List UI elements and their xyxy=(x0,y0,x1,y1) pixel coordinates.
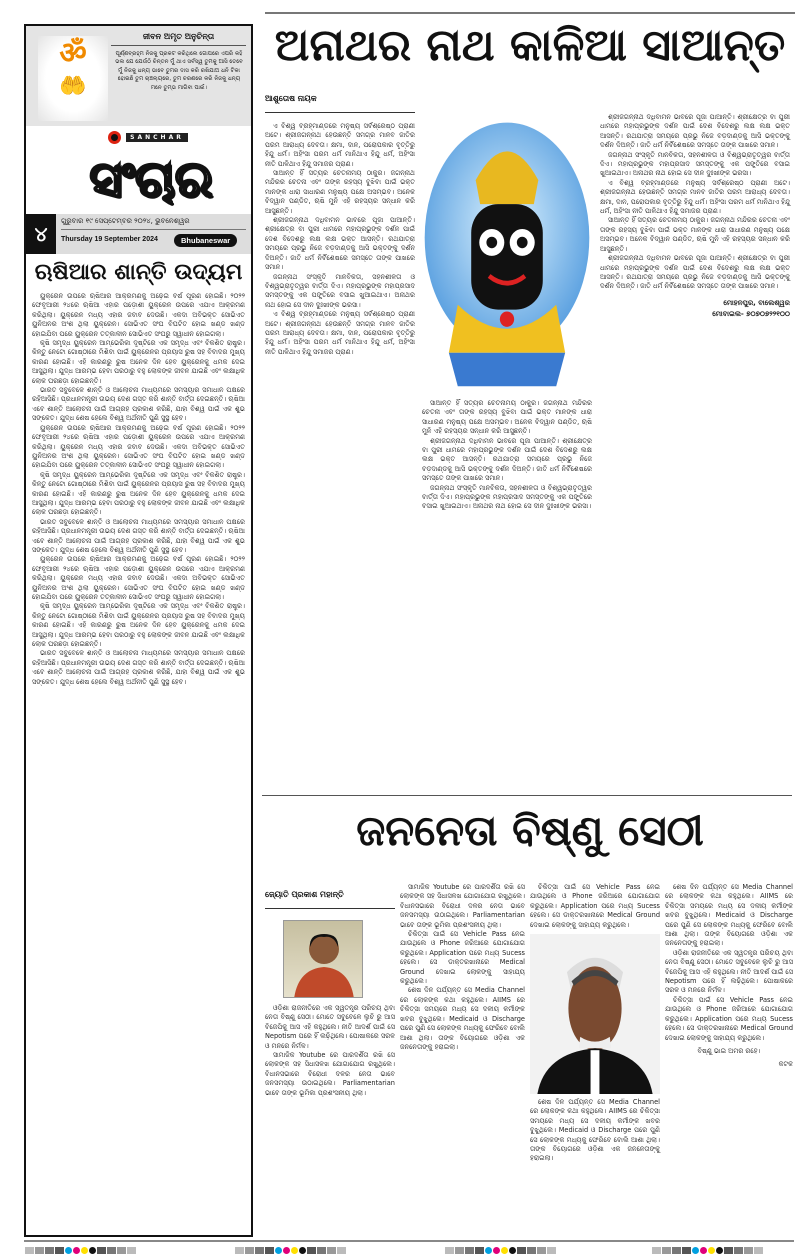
masthead xyxy=(26,128,251,214)
paragraph: ୟୁକ୍ରେନ ଉପରେ ଋଷିଆର ଆକ୍ରମଣକୁ ଅଢ଼େଇ ବର୍ଷ ପୂରଣ ହୋଇଛି। ୨୦୨୨ ଫେବୃଆରୀ ୨୪ରେ ଋଷିଆ ଏହାର ପଡ଼ୋଶୀ ୟୁକ୍ରେନ ଉପରେ ଏଯାଏ ଆକ୍ରମଣ କରିଥିଲା। ୟୁକ୍ରେନ ମଧ୍ୟ ଏହାର ଜବାବ ଦେଉଛି। ଏକଦା ଅବିଭକ୍ତ ସୋଭିଏତ ୟୁନିଅନର ଅଂଶ ଥିଲା ୟୁକ୍ରେନ। ସୋଭିଏତ ସଂଘ ବିଘଟିତ ହୋଇ ଖଣ୍ଡ ଖଣ୍ଡ ହୋଇଯିବା ପରେ ୟୁକ୍ରେନ ତତ୍କାଳୀନ ସୋଭିଏତ ସଂଘରୁ ସ୍ୱାଧୀନ ହୋଇଗଲା। xyxy=(32,292,245,338)
paragraph: ଓଡ଼ିଶା ରାଜନୀତିରେ ଏକ ସ୍ୱତନ୍ତ୍ର ପରିଚୟ ଥିବା ନେତା ବିଷ୍ଣୁ ସେଠୀ। ମୋତେ ସବୁବେଳେ ଲୁଚି ରୁ ଆସ ବିଜେପିକୁ ଆସ ଏହି କହୁଥିଲେ। ନୀତି ଆଦର୍ଶ ପାଇଁ ସେ Nepotism ପରେ ହିଁ ଲଢ଼ିଥିଲେ। ପୋଷାକରେ ସରଳ ଓ ମନରେ ନିର୍ମଳ। xyxy=(265,1004,395,1050)
paragraph: ସାଆନ୍ତ ହିଁ ସତ୍ୟର ଚେତନାମୟ ଠାକୁର। ଜଗନ୍ନାଥ ମନ୍ଦିରର ଚେତନା ଏବଂ ତାଙ୍କ ରହସ୍ୟ ବୁଝିବା ପାଇଁ ଭକ୍ତ ମାନଙ୍କ ଧାରା ସାଧାରଣ ମନୁଷ୍ୟ ପକ୍ଷେ ଅସମ୍ଭବ। ଅନେକ ବିଦ୍ୱାନ ପଣ୍ଡିତ, ଋଷି ମୁନି ଏହି ରହସ୍ୟର ସନ୍ଧାନ କରି ଆସୁଛନ୍ତି। xyxy=(265,169,415,215)
paragraph: ଚିକିତ୍ସା ପାଇଁ ସେ Vehicle Pass ନେଇ ଯାଉଥିଲେ ଓ Phone ଜରିଆରେ ଯୋଗାଯୋଗ କରୁଥିଲେ। Application ପରେ ମଧ୍ୟ Sucess ହେଲେ। ସେ ଡାକ୍ତରଖାନାରେ Medical Ground ଦେଖାଇ ଲୋକଙ୍କୁ ସାହାଯ୍ୟ କରୁଥିଲେ। xyxy=(400,930,525,986)
black-dot xyxy=(299,1247,306,1254)
gray-swatch xyxy=(117,1247,126,1254)
black-dot xyxy=(716,1247,723,1254)
gray-swatch xyxy=(127,1247,136,1254)
gray-swatch xyxy=(307,1247,316,1254)
second-col-1 xyxy=(265,920,395,1098)
paragraph: ସାମାଜିକ Youtube ରେ ପାରଦର୍ଶିତା ରଖି ସେ ଲୋକଙ୍କ ସହ ସିଧାସଳଖ ଯୋଗାଯୋଗ ରଖୁଥିଲେ। ବିଧାନସଭାରେ ବିରୋଧୀ ଦଳର ନେତା ଭାବେ ଜନସମସ୍ୟା ଉଠାଇଥିଲେ। Parliamentarian ଭାବେ ତାଙ୍କ ଭୂମିକା ପ୍ରଶଂସନୀୟ ଥିଲା। xyxy=(400,883,525,929)
divider xyxy=(262,795,792,796)
second-col-4 xyxy=(665,883,793,1070)
paragraph: ଜଗନ୍ନାଥ ସଂସ୍କୃତି ମାନବିକତା, ସହନଶୀଳତା ଓ ବିଶ୍ୱଭ୍ରାତୃତ୍ୱର ବାର୍ତ୍ତା ଦିଏ। ମହାପ୍ରଭୁଙ୍କ ମହାପ୍ରସାଦ ସମସ୍ତଙ୍କୁ ଏକ ପଙ୍କ୍ତିରେ ବସାଇ ଖୁଆଇଥାଏ। ଅନାଥର ନାଥ ହୋଇ ସେ ଦୀନ ଦୁଃଖୀଙ୍କ ଭରସା। xyxy=(265,272,415,309)
paragraph: ସାଆନ୍ତ ହିଁ ସତ୍ୟର ଚେତନାମୟ ଠାକୁର। ଜଗନ୍ନାଥ ମନ୍ଦିରର ଚେତନା ଏବଂ ତାଙ୍କ ରହସ୍ୟ ବୁଝିବା ପାଇଁ ଭକ୍ତ ମାନଙ୍କ ଧାରା ସାଧାରଣ ମନୁଷ୍ୟ ପକ୍ଷେ ଅସମ୍ଭବ। ଅନେକ ବିଦ୍ୱାନ ପଣ୍ଡିତ, ଋଷି ମୁନି ଏହି ରହସ୍ୟର ସନ୍ଧାନ କରି ଆସୁଛନ୍ତି। xyxy=(600,216,790,253)
gray-swatch xyxy=(537,1247,546,1254)
quote-box xyxy=(26,26,251,126)
author-portrait xyxy=(283,920,363,998)
second-byline: ଜ୍ୟୋତି ପ୍ରକାଶ ମହାନ୍ତି xyxy=(265,890,395,909)
color-registration-bar xyxy=(25,1247,136,1254)
main-headline: ଅନାଥର ନାଥ କାଳିଆ ସାଆନ୍ତ xyxy=(265,12,795,78)
paragraph: ୟୁକ୍ରେନ ଉପରେ ଋଷିଆର ଆକ୍ରମଣକୁ ଅଢ଼େଇ ବର୍ଷ ପୂରଣ ହୋଇଛି। ୨୦୨୨ ଫେବୃଆରୀ ୨୪ରେ ଋଷିଆ ଏହାର ପଡ଼ୋଶୀ ୟୁକ୍ରେନ ଉପରେ ଏଯାଏ ଆକ୍ରମଣ କରିଥିଲା। ୟୁକ୍ରେନ ମଧ୍ୟ ଏହାର ଜବାବ ଦେଉଛି। ଏକଦା ଅବିଭକ୍ତ ସୋଭିଏତ ୟୁନିଅନର ଅଂଶ ଥିଲା ୟୁକ୍ରେନ। ସୋଭିଏତ ସଂଘ ବିଘଟିତ ହୋଇ ଖଣ୍ଡ ଖଣ୍ଡ ହୋଇଯିବା ପରେ ୟୁକ୍ରେନ ତତ୍କାଳୀନ ସୋଭିଏତ ସଂଘରୁ ସ୍ୱାଧୀନ ହୋଇଗଲା। xyxy=(32,555,245,601)
gray-swatch xyxy=(672,1247,681,1254)
magenta-dot xyxy=(73,1247,80,1254)
gray-swatch xyxy=(55,1247,64,1254)
logo-dot-icon xyxy=(108,131,121,144)
paragraph: କୃଷି ସମୃଦ୍ଧ ୟୁକ୍ରେନ ଆମ୍ଭେରିକା ଦୃଷ୍ଟିରେ ଏକ ସମୃଦ୍ଧ ଏବଂ ବିକଶିତ ରାଷ୍ଟ୍ର। କିନ୍ତୁ ନେଟୋ ଗୋଷ୍ଠୀରେ ମିଶିବା ପାଇଁ ୟୁକ୍ରେନର ପ୍ରୟାସ ରୁଷ ସହ ବିବାଦର ମୁଖ୍ୟ କାରଣ ହୋଇଛି। ଏହି କାରଣରୁ ରୁଷ ଅନେକ ଦିନ ହେବ ୟୁକ୍ରେନକୁ ଧମକ ଦେଇ ଆସୁଥିଲା। ଯୁଦ୍ଧ ଆରମ୍ଭ ହେବା ପରଠାରୁ ବହୁ ଲୋକଙ୍କ ଜୀବନ ଯାଇଛି ଏବଂ ଲକ୍ଷାଧିକ ଲୋକ ଘରଛଡ଼ା ହୋଇଛନ୍ତି। xyxy=(32,602,245,649)
paragraph: ଏ ବିଶ୍ୱ ବ୍ରହ୍ମାଣ୍ଡରେ ମନୁଷ୍ୟ ସର୍ବଶ୍ରେଷ୍ଠ ପ୍ରାଣୀ ଅଟେ। ଶ୍ରୀଜଗନ୍ନାଥ ହେଉଛନ୍ତି ସମଗ୍ର ମାନବ ଜାତିର ପରମ ଆରାଧ୍ୟ ଦେବତା। କ୍ଷମା, ଦାନ, ପରୋପକାର ବୃତ୍ତିରୁ ହିନ୍ଦୁ ଧର୍ମ। ଅହିଂସା ପରମ ଧର୍ମ ମାନିଥାଏ ହିନ୍ଦୁ ଧର୍ମ, ଅହିଂସା ନୀତି ପାଳିଥାଏ ହିନ୍ଦୁ ସମାଜର ପ୍ରାଣ। xyxy=(600,178,790,216)
gray-swatch xyxy=(327,1247,336,1254)
gray-swatch xyxy=(734,1247,743,1254)
gray-swatch xyxy=(445,1247,454,1254)
left-column xyxy=(24,24,253,1237)
signature-place: ମୋହନପୁର, ବାଲେଶ୍ୱର xyxy=(723,298,790,307)
cyan-dot xyxy=(65,1247,72,1254)
gray-swatch xyxy=(455,1247,464,1254)
color-registration-bar xyxy=(445,1247,556,1254)
paragraph: ଶ୍ରୀଜଗନ୍ନାଥ ଦଧିବାମନ ଭାବରେ ପୂଜା ପାଆନ୍ତି। ଶ୍ରୀକ୍ଷେତ୍ର ବା ପୁରୀ ଧାମରେ ମହାପ୍ରଭୁଙ୍କ ଦର୍ଶନ ପାଇଁ ଦେଶ ବିଦେଶରୁ ଲକ୍ଷ ଲକ୍ଷ ଭକ୍ତ ଆସନ୍ତି। ରଥଯାତ୍ରା ସମୟରେ ପ୍ରଭୁ ନିଜେ ବଡ଼ଦାଣ୍ଡକୁ ଆସି ଭକ୍ତଙ୍କୁ ଦର୍ଶନ ଦିଅନ୍ତି। ଜାତି ଧର୍ମ ନିର୍ବିଶେଷରେ ସମସ୍ତେ ତାଙ୍କ ପାଖରେ ସମାନ। xyxy=(600,254,790,291)
main-col-3-text xyxy=(600,113,790,292)
paragraph: ଜଗନ୍ନାଥ ସଂସ୍କୃତି ମାନବିକତା, ସହନଶୀଳତା ଓ ବିଶ୍ୱଭ୍ରାତୃତ୍ୱର ବାର୍ତ୍ତା ଦିଏ। ମହାପ୍ରଭୁଙ୍କ ମହାପ୍ରସାଦ ସମସ୍ତଙ୍କୁ ଏକ ପଙ୍କ୍ତିରେ ବସାଇ ଖୁଆଇଥାଏ। ଅନାଥର ନାଥ ହୋଇ ସେ ଦୀନ ଦୁଃଖୀଙ୍କ ଭରସା। xyxy=(422,483,592,511)
color-registration-bar xyxy=(652,1247,763,1254)
cyan-dot xyxy=(485,1247,492,1254)
main-col-2-text xyxy=(422,399,592,512)
quote-text: ପୂର୍ଣ୍ଣବ୍ରହ୍ମ ନିଜକୁ ପ୍ରକଟ କରିଥିଲେ ଗୋପରେ ଏପରି କହି ଭଲ ଯେ ଯେଉଁଠି ଚିନ୍ତନ ମୁଁ ଥାଏ ସର୍ବସ୍ୱ ତୁମକୁ ଆସି ତେବେ ମୁଁ ନିଜକୁ ଧନ୍ୟ ଭାବେ ତୁମର ଦାସ କରି ରଖିଯାଅ ଧନି ଟିକା ହୋଇଛି ତୁମ ଚାଞ୍ଚଲ୍ୟରେ, ତୁମ ଚରଣରେ କରି ନିଜକୁ ଧନ୍ୟ ମନେ ତୁମ୍ଭ ମାଗିବା ପାଇଁ। xyxy=(115,51,243,91)
gray-swatch xyxy=(255,1247,264,1254)
bottom-rule xyxy=(24,1240,794,1242)
brand-en: SANCHAR xyxy=(126,133,188,142)
paragraph: ଚିକିତ୍ସା ପାଇଁ ସେ Vehicle Pass ନେଇ ଯାଉଥିଲେ ଓ Phone ଜରିଆରେ ଯୋଗାଯୋଗ କରୁଥିଲେ। Application ପରେ ମଧ୍ୟ Sucess ହେଲେ। ସେ ଡାକ୍ତରଖାନାରେ Medical Ground ଦେଖାଇ ଲୋକଙ୍କୁ ସାହାଯ୍ୟ କରୁଥିଲେ। xyxy=(665,995,793,1042)
gray-swatch xyxy=(547,1247,556,1254)
gray-swatch xyxy=(662,1247,671,1254)
gray-swatch xyxy=(107,1247,116,1254)
quote-title: ଜୀବନ ଅମୃତ ଅନୁଚିନ୍ତା xyxy=(111,32,246,46)
paragraph: ଏ ବିଶ୍ୱ ବ୍ରହ୍ମାଣ୍ଡରେ ମନୁଷ୍ୟ ସର୍ବଶ୍ରେଷ୍ଠ ପ୍ରାଣୀ ଅଟେ। ଶ୍ରୀଜଗନ୍ନାଥ ହେଉଛନ୍ତି ସମଗ୍ର ମାନବ ଜାତିର ପରମ ଆରାଧ୍ୟ ଦେବତା। କ୍ଷମା, ଦାନ, ପରୋପକାର ବୃତ୍ତିରୁ ହିନ୍ଦୁ ଧର୍ମ। ଅହିଂସା ପରମ ଧର୍ମ ମାନିଥାଏ ହିନ୍ଦୁ ଧର୍ମ, ଅହିଂସା ନୀତି ପାଳିଥାଏ ହିନ୍ଦୁ ସମାଜର ପ୍ରାଣ। xyxy=(265,122,415,168)
left-article-body xyxy=(32,292,245,687)
black-dot xyxy=(509,1247,516,1254)
paragraph: ଭାରତ ସବୁବେଳେ ଶାନ୍ତି ଓ ଆଲୋଚନା ମାଧ୍ୟମରେ ସମସ୍ୟାର ସମାଧାନ ପକ୍ଷରେ ରହିଆସିଛି। ପ୍ରଧାନମନ୍ତ୍ରୀ ଉଭୟ ଦେଶ ଗସ୍ତ କରି ଶାନ୍ତି ବାର୍ତ୍ତା ଦେଇଛନ୍ତି। ଋଷିଆ ଏବେ ଶାନ୍ତି ଆଲୋଚନା ପାଇଁ ଆଗ୍ରହ ପ୍ରକାଶ କରିଛି, ଯାହା ବିଶ୍ୱ ପାଇଁ ଏକ ଶୁଭ ସଙ୍କେତ। ଯୁଦ୍ଧ ଶେଷ ହେଲେ ବିଶ୍ୱ ଅର୍ଥନୀତି ପୁଣି ସୁସ୍ଥ ହେବ। xyxy=(32,649,245,686)
gray-swatch xyxy=(744,1247,753,1254)
gray-swatch xyxy=(245,1247,254,1254)
gray-swatch xyxy=(235,1247,244,1254)
logo: ସଂଚାର xyxy=(89,150,213,208)
second-col-2 xyxy=(400,883,525,1052)
end-signature: କଟକ xyxy=(778,1060,793,1069)
gray-swatch xyxy=(517,1247,526,1254)
cyan-dot xyxy=(275,1247,282,1254)
paragraph: କୃଷି ସମୃଦ୍ଧ ୟୁକ୍ରେନ ଆମ୍ଭେରିକା ଦୃଷ୍ଟିରେ ଏକ ସମୃଦ୍ଧ ଏବଂ ବିକଶିତ ରାଷ୍ଟ୍ର। କିନ୍ତୁ ନେଟୋ ଗୋଷ୍ଠୀରେ ମିଶିବା ପାଇଁ ୟୁକ୍ରେନର ପ୍ରୟାସ ରୁଷ ସହ ବିବାଦର ମୁଖ୍ୟ କାରଣ ହୋଇଛି। ଏହି କାରଣରୁ ରୁଷ ଅନେକ ଦିନ ହେବ ୟୁକ୍ରେନକୁ ଧମକ ଦେଇ ଆସୁଥିଲା। ଯୁଦ୍ଧ ଆରମ୍ଭ ହେବା ପରଠାରୁ ବହୁ ଲୋକଙ୍କ ଜୀବନ ଯାଇଛି ଏବଂ ଲକ୍ଷାଧିକ ଲୋକ ଘରଛଡ଼ା ହୋଇଛନ୍ତି। xyxy=(32,339,245,385)
gray-swatch xyxy=(724,1247,733,1254)
gray-swatch xyxy=(682,1247,691,1254)
paragraph: ଜଗନ୍ନାଥ ସଂସ୍କୃତି ମାନବିକତା, ସହନଶୀଳତା ଓ ବିଶ୍ୱଭ୍ରାତୃତ୍ୱର ବାର୍ତ୍ତା ଦିଏ। ମହାପ୍ରଭୁଙ୍କ ମହାପ୍ରସାଦ ସମସ୍ତଙ୍କୁ ଏକ ପଙ୍କ୍ତିରେ ବସାଇ ଖୁଆଇଥାଏ। ଅନାଥର ନାଥ ହୋଇ ସେ ଦୀନ ଦୁଃଖୀଙ୍କ ଭରସା। xyxy=(600,150,790,178)
city-badge: Bhubaneswar xyxy=(174,234,237,247)
magenta-dot xyxy=(493,1247,500,1254)
gray-swatch xyxy=(45,1247,54,1254)
main-signature xyxy=(600,298,790,320)
main-byline: ଆଶୁତୋଷ ନାୟକ xyxy=(265,94,415,113)
paragraph: ସାମାଜିକ Youtube ରେ ପାରଦର୍ଶିତା ରଖି ସେ ଲୋକଙ୍କ ସହ ସିଧାସଳଖ ଯୋଗାଯୋଗ ରଖୁଥିଲେ। ବିଧାନସଭାରେ ବିରୋଧୀ ଦଳର ନେତା ଭାବେ ଜନସମସ୍ୟା ଉଠାଇଥିଲେ। Parliamentarian ଭାବେ ତାଙ୍କ ଭୂମିକା ପ୍ରଶଂସନୀୟ ଥିଲା। xyxy=(265,1051,395,1097)
magenta-dot xyxy=(700,1247,707,1254)
second-headline: ଜନନେତା ବିଷ୍ଣୁ ସେଠୀ xyxy=(356,806,704,855)
paragraph: ଓଡ଼ିଶା ରାଜନୀତିରେ ଏକ ସ୍ୱତନ୍ତ୍ର ପରିଚୟ ଥିବା ନେତା ବିଷ୍ଣୁ ସେଠୀ। ମୋତେ ସବୁବେଳେ ଲୁଚି ରୁ ଆସ ବିଜେପିକୁ ଆସ ଏହି କହୁଥିଲେ। ନୀତି ଆଦର୍ଶ ପାଇଁ ସେ Nepotism ପରେ ହିଁ ଲଢ଼ିଥିଲେ। ପୋଷାକରେ ସରଳ ଓ ମନରେ ନିର୍ମଳ। xyxy=(665,948,793,995)
yellow-dot xyxy=(708,1247,715,1254)
paragraph: ୟୁକ୍ରେନ ଉପରେ ଋଷିଆର ଆକ୍ରମଣକୁ ଅଢ଼େଇ ବର୍ଷ ପୂରଣ ହୋଇଛି। ୨୦୨୨ ଫେବୃଆରୀ ୨୪ରେ ଋଷିଆ ଏହାର ପଡ଼ୋଶୀ ୟୁକ୍ରେନ ଉପରେ ଏଯାଏ ଆକ୍ରମଣ କରିଥିଲା। ୟୁକ୍ରେନ ମଧ୍ୟ ଏହାର ଜବାବ ଦେଉଛି। ଏକଦା ଅବିଭକ୍ତ ସୋଭିଏତ ୟୁନିଅନର ଅଂଶ ଥିଲା ୟୁକ୍ରେନ। ସୋଭିଏତ ସଂଘ ବିଘଟିତ ହୋଇ ଖଣ୍ଡ ଖଣ୍ଡ ହୋଇଯିବା ପରେ ୟୁକ୍ରେନ ତତ୍କାଳୀନ ସୋଭିଏତ ସଂଘରୁ ସ୍ୱାଧୀନ ହୋଇଗଲା। xyxy=(32,423,245,470)
gray-swatch xyxy=(527,1247,536,1254)
paragraph: ଶ୍ରୀଜଗନ୍ନାଥ ଦଧିବାମନ ଭାବରେ ପୂଜା ପାଆନ୍ତି। ଶ୍ରୀକ୍ଷେତ୍ର ବା ପୁରୀ ଧାମରେ ମହାପ୍ରଭୁଙ୍କ ଦର୍ଶନ ପାଇଁ ଦେଶ ବିଦେଶରୁ ଲକ୍ଷ ଲକ୍ଷ ଭକ୍ତ ଆସନ୍ତି। ରଥଯାତ୍ରା ସମୟରେ ପ୍ରଭୁ ନିଜେ ବଡ଼ଦାଣ୍ଡକୁ ଆସି ଭକ୍ତଙ୍କୁ ଦର୍ଶନ ଦିଅନ୍ତି। ଜାତି ଧର୍ମ ନିର୍ବିଶେଷରେ ସମସ୍ତେ ତାଙ୍କ ପାଖରେ ସମାନ। xyxy=(422,436,592,483)
gray-swatch xyxy=(475,1247,484,1254)
gray-swatch xyxy=(265,1247,274,1254)
om-hands-icon: ॐ 🤲 xyxy=(38,36,108,121)
paragraph: ଚିକିତ୍ସା ପାଇଁ ସେ Vehicle Pass ନେଇ ଯାଉଥିଲେ ଓ Phone ଜରିଆରେ ଯୋଗାଯୋଗ କରୁଥିଲେ। Application ପରେ ମଧ୍ୟ Sucess ହେଲେ। ସେ ଡାକ୍ତରଖାନାରେ Medical Ground ଦେଖାଇ ଲୋକଙ୍କୁ ସାହାଯ୍ୟ କରୁଥିଲେ। xyxy=(530,883,660,929)
signature-mobile: ମୋବାଇଲ- ୭୦୭୦୭୨୨୧୦୦ xyxy=(712,309,790,318)
left-headline: ଋଷିଆର ଶାନ୍ତି ଉଦ୍ୟମ xyxy=(34,260,243,285)
gray-swatch xyxy=(465,1247,474,1254)
yellow-dot xyxy=(291,1247,298,1254)
date-odia: ଗୁରୁବାର ୧୯ ସେପ୍ଟେମ୍ବର ୨୦୨୪, ଭୁବନେଶ୍ୱର xyxy=(61,217,246,230)
black-dot xyxy=(89,1247,96,1254)
magenta-dot xyxy=(283,1247,290,1254)
second-col-3 xyxy=(530,883,660,1164)
paragraph: ଏ ବିଶ୍ୱ ବ୍ରହ୍ମାଣ୍ଡରେ ମନୁଷ୍ୟ ସର୍ବଶ୍ରେଷ୍ଠ ପ୍ରାଣୀ ଅଟେ। ଶ୍ରୀଜଗନ୍ନାଥ ହେଉଛନ୍ତି ସମଗ୍ର ମାନବ ଜାତିର ପରମ ଆରାଧ୍ୟ ଦେବତା। କ୍ଷମା, ଦାନ, ପରୋପକାର ବୃତ୍ତିରୁ ହିନ୍ଦୁ ଧର୍ମ। ଅହିଂସା ପରମ ଧର୍ମ ମାନିଥାଏ ହିନ୍ଦୁ ଧର୍ମ, ଅହିଂସା ନୀତି ପାଳିଥାଏ ହିନ୍ଦୁ ସମାଜର ପ୍ରାଣ। xyxy=(265,310,415,356)
main-col-3 xyxy=(600,113,790,320)
paragraph: ଶେଷ ଦିନ ପର୍ଯ୍ୟନ୍ତ ସେ Media Channel ରେ ଲୋକଙ୍କ କଥା କହୁଥିଲେ। AIIMS ରେ ଚିକିତ୍ସା ସମୟରେ ମଧ୍ୟ ସେ ଦଳୀୟ କର୍ମୀଙ୍କ ଖବର ବୁଝୁଥିଲେ। Medicaid ଓ Discharge ପରେ ପୁଣି ସେ ଲୋକଙ୍କ ମଧ୍ୟକୁ ଫେରିବେ ବୋଲି ଆଶା ଥିଲା। ତାଙ୍କ ବିୟୋଗରେ ଓଡ଼ିଶା ଏକ ଜନନେତାଙ୍କୁ ହରାଇଲା। xyxy=(400,986,525,1051)
paragraph: ଭାରତ ସବୁବେଳେ ଶାନ୍ତି ଓ ଆଲୋଚନା ମାଧ୍ୟମରେ ସମସ୍ୟାର ସମାଧାନ ପକ୍ଷରେ ରହିଆସିଛି। ପ୍ରଧାନମନ୍ତ୍ରୀ ଉଭୟ ଦେଶ ଗସ୍ତ କରି ଶାନ୍ତି ବାର୍ତ୍ତା ଦେଇଛନ୍ତି। ଋଷିଆ ଏବେ ଶାନ୍ତି ଆଲୋଚନା ପାଇଁ ଆଗ୍ରହ ପ୍ରକାଶ କରିଛି, ଯାହା ବିଶ୍ୱ ପାଇଁ ଏକ ଶୁଭ ସଙ୍କେତ। ଯୁଦ୍ଧ ଶେଷ ହେଲେ ବିଶ୍ୱ ଅର୍ଥନୀତି ପୁଣି ସୁସ୍ଥ ହେବ। xyxy=(32,386,245,423)
gray-swatch xyxy=(754,1247,763,1254)
gray-swatch xyxy=(337,1247,346,1254)
gray-swatch xyxy=(317,1247,326,1254)
gray-swatch xyxy=(97,1247,106,1254)
second-col-1-text xyxy=(265,1004,395,1098)
date-bar xyxy=(26,214,251,254)
color-registration-bar xyxy=(235,1247,346,1254)
main-col-1 xyxy=(265,122,415,357)
closing-line: ବିଷ୍ଣୁ ଭାଇ ଅମର ରହେ। xyxy=(697,1046,761,1055)
yellow-dot xyxy=(81,1247,88,1254)
gray-swatch xyxy=(25,1247,34,1254)
paragraph: ଶ୍ରୀଜଗନ୍ନାଥ ଦଧିବାମନ ଭାବରେ ପୂଜା ପାଆନ୍ତି। ଶ୍ରୀକ୍ଷେତ୍ର ବା ପୁରୀ ଧାମରେ ମହାପ୍ରଭୁଙ୍କ ଦର୍ଶନ ପାଇଁ ଦେଶ ବିଦେଶରୁ ଲକ୍ଷ ଲକ୍ଷ ଭକ୍ତ ଆସନ୍ତି। ରଥଯାତ୍ରା ସମୟରେ ପ୍ରଭୁ ନିଜେ ବଡ଼ଦାଣ୍ଡକୁ ଆସି ଭକ୍ତଙ୍କୁ ଦର୍ଶନ ଦିଅନ୍ତି। ଜାତି ଧର୍ମ ନିର୍ବିଶେଷରେ ସମସ୍ତେ ତାଙ୍କ ପାଖରେ ସମାନ। xyxy=(600,113,790,150)
jagannath-illustration xyxy=(422,113,592,393)
gray-swatch xyxy=(35,1247,44,1254)
second-col-4-text xyxy=(665,883,793,1043)
paragraph: ଶେଷ ଦିନ ପର୍ଯ୍ୟନ୍ତ ସେ Media Channel ରେ ଲୋକଙ୍କ କଥା କହୁଥିଲେ। AIIMS ରେ ଚିକିତ୍ସା ସମୟରେ ମଧ୍ୟ ସେ ଦଳୀୟ କର୍ମୀଙ୍କ ଖବର ବୁଝୁଥିଲେ। Medicaid ଓ Discharge ପରେ ପୁଣି ସେ ଲୋକଙ୍କ ମଧ୍ୟକୁ ଫେରିବେ ବୋଲି ଆଶା ଥିଲା। ତାଙ୍କ ବିୟୋଗରେ ଓଡ଼ିଶା ଏକ ଜନନେତାଙ୍କୁ ହରାଇଲା। xyxy=(665,883,793,948)
paragraph: ସାଆନ୍ତ ହିଁ ସତ୍ୟର ଚେତନାମୟ ଠାକୁର। ଜଗନ୍ନାଥ ମନ୍ଦିରର ଚେତନା ଏବଂ ତାଙ୍କ ରହସ୍ୟ ବୁଝିବା ପାଇଁ ଭକ୍ତ ମାନଙ୍କ ଧାରା ସାଧାରଣ ମନୁଷ୍ୟ ପକ୍ଷେ ଅସମ୍ଭବ। ଅନେକ ବିଦ୍ୱାନ ପଣ୍ଡିତ, ଋଷି ମୁନି ଏହି ରହସ୍ୟର ସନ୍ଧାନ କରି ଆସୁଛନ୍ତି। xyxy=(422,399,592,436)
paragraph: ଶେଷ ଦିନ ପର୍ଯ୍ୟନ୍ତ ସେ Media Channel ରେ ଲୋକଙ୍କ କଥା କହୁଥିଲେ। AIIMS ରେ ଚିକିତ୍ସା ସମୟରେ ମଧ୍ୟ ସେ ଦଳୀୟ କର୍ମୀଙ୍କ ଖବର ବୁଝୁଥିଲେ। Medicaid ଓ Discharge ପରେ ପୁଣି ସେ ଲୋକଙ୍କ ମଧ୍ୟକୁ ଫେରିବେ ବୋଲି ଆଶା ଥିଲା। ତାଙ୍କ ବିୟୋଗରେ ଓଡ଼ିଶା ଏକ ଜନନେତାଙ୍କୁ ହରାଇଲା। xyxy=(530,1098,660,1163)
date-english: Thursday 19 September 2024 xyxy=(61,236,158,243)
paragraph: ଭାରତ ସବୁବେଳେ ଶାନ୍ତି ଓ ଆଲୋଚନା ମାଧ୍ୟମରେ ସମସ୍ୟାର ସମାଧାନ ପକ୍ଷରେ ରହିଆସିଛି। ପ୍ରଧାନମନ୍ତ୍ରୀ ଉଭୟ ଦେଶ ଗସ୍ତ କରି ଶାନ୍ତି ବାର୍ତ୍ତା ଦେଇଛନ୍ତି। ଋଷିଆ ଏବେ ଶାନ୍ତି ଆଲୋଚନା ପାଇଁ ଆଗ୍ରହ ପ୍ରକାଶ କରିଛି, ଯାହା ବିଶ୍ୱ ପାଇଁ ଏକ ଶୁଭ ସଙ୍କେତ। ଯୁଦ୍ଧ ଶେଷ ହେଲେ ବିଶ୍ୱ ଅର୍ଥନୀତି ପୁଣି ସୁସ୍ଥ ହେବ। xyxy=(32,517,245,554)
main-col-2 xyxy=(422,113,592,512)
gray-swatch xyxy=(652,1247,661,1254)
subject-photo xyxy=(530,934,660,1094)
yellow-dot xyxy=(501,1247,508,1254)
cyan-dot xyxy=(692,1247,699,1254)
paragraph: ଶ୍ରୀଜଗନ୍ନାଥ ଦଧିବାମନ ଭାବରେ ପୂଜା ପାଆନ୍ତି। ଶ୍ରୀକ୍ଷେତ୍ର ବା ପୁରୀ ଧାମରେ ମହାପ୍ରଭୁଙ୍କ ଦର୍ଶନ ପାଇଁ ଦେଶ ବିଦେଶରୁ ଲକ୍ଷ ଲକ୍ଷ ଭକ୍ତ ଆସନ୍ତି। ରଥଯାତ୍ରା ସମୟରେ ପ୍ରଭୁ ନିଜେ ବଡ଼ଦାଣ୍ଡକୁ ଆସି ଭକ୍ତଙ୍କୁ ଦର୍ଶନ ଦିଅନ୍ତି। ଜାତି ଧର୍ମ ନିର୍ବିଶେଷରେ ସମସ୍ତେ ତାଙ୍କ ପାଖରେ ସମାନ। xyxy=(265,216,415,272)
paragraph: କୃଷି ସମୃଦ୍ଧ ୟୁକ୍ରେନ ଆମ୍ଭେରିକା ଦୃଷ୍ଟିରେ ଏକ ସମୃଦ୍ଧ ଏବଂ ବିକଶିତ ରାଷ୍ଟ୍ର। କିନ୍ତୁ ନେଟୋ ଗୋଷ୍ଠୀରେ ମିଶିବା ପାଇଁ ୟୁକ୍ରେନର ପ୍ରୟାସ ରୁଷ ସହ ବିବାଦର ମୁଖ୍ୟ କାରଣ ହୋଇଛି। ଏହି କାରଣରୁ ରୁଷ ଅନେକ ଦିନ ହେବ ୟୁକ୍ରେନକୁ ଧମକ ଦେଇ ଆସୁଥିଲା। ଯୁଦ୍ଧ ଆରମ୍ଭ ହେବା ପରଠାରୁ ବହୁ ଲୋକଙ୍କ ଜୀବନ ଯାଇଛି ଏବଂ ଲକ୍ଷାଧିକ ଲୋକ ଘରଛଡ଼ା ହୋଇଛନ୍ତି। xyxy=(32,470,245,517)
page-number: ୪ xyxy=(26,214,56,254)
